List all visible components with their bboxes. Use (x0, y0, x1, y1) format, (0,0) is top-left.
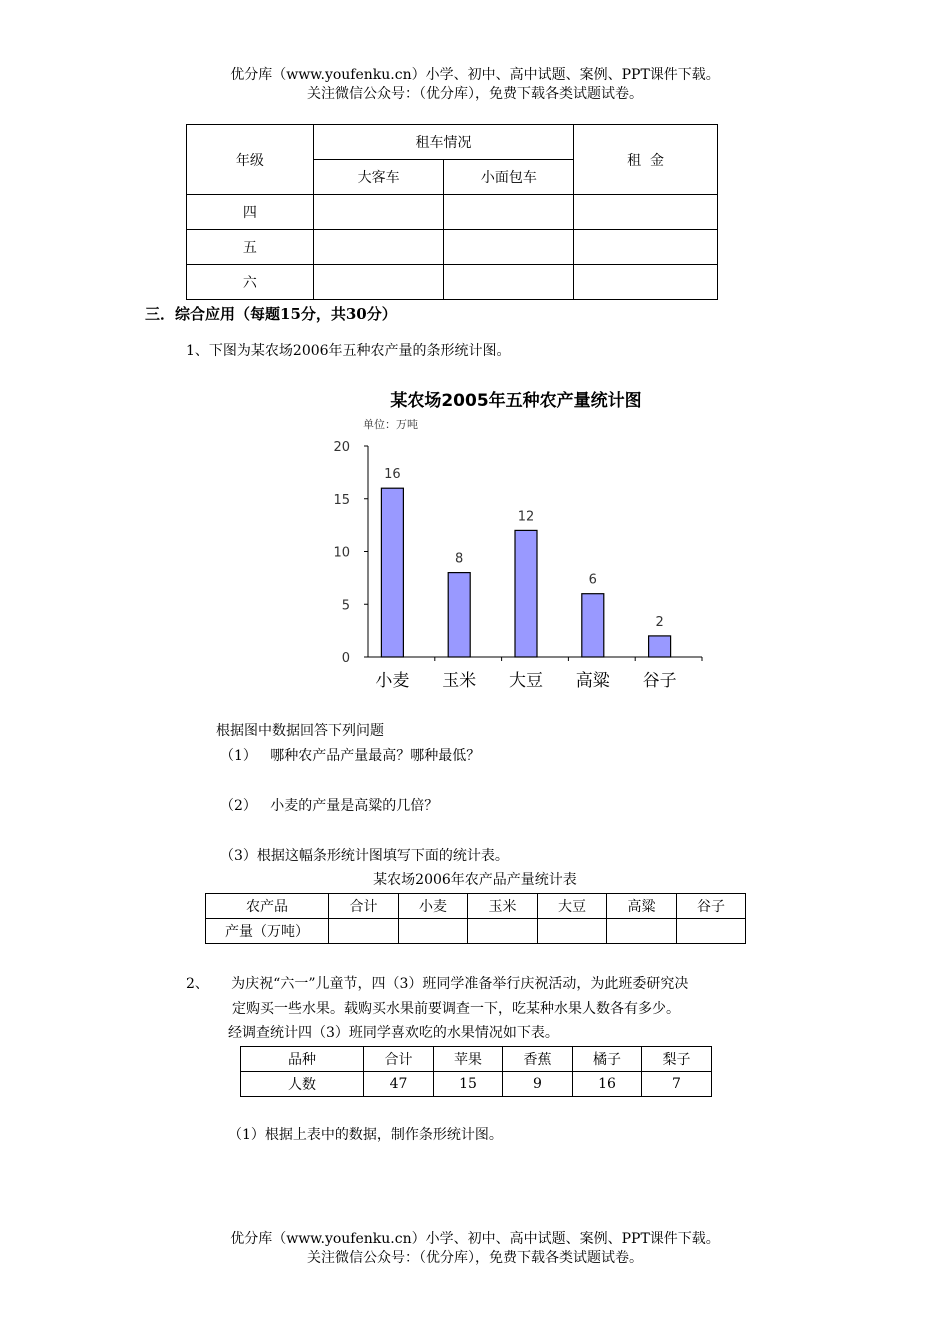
q1-intro: 1、下图为某农场2006年五种农产量的条形统计图。 (186, 343, 511, 359)
fee-header: 租 金 (574, 125, 718, 195)
rental-table (186, 124, 718, 300)
fruit-header: 品种 (241, 1047, 364, 1072)
blank-cell[interactable] (468, 919, 538, 944)
blank-cell[interactable] (574, 195, 718, 230)
x-category-label: 玉米 (442, 671, 477, 691)
bar (582, 594, 604, 657)
blank-cell[interactable] (329, 919, 399, 944)
blank-cell[interactable] (313, 195, 444, 230)
x-category-label: 大豆 (509, 671, 543, 691)
fruit-header: 橘子 (573, 1047, 642, 1072)
blank-cell[interactable] (444, 265, 574, 300)
bar (448, 573, 470, 657)
fruit-value: 47 (364, 1072, 434, 1097)
q1-part2: （2） 小麦的产量是高粱的几倍？ (220, 798, 439, 814)
blank-cell[interactable] (538, 919, 607, 944)
blank-cell[interactable] (313, 230, 444, 265)
y-tick-label: 5 (341, 598, 350, 614)
blank-cell[interactable] (677, 919, 746, 944)
section-title: 三．综合应用（每题15分，共30分） (145, 305, 397, 323)
produce-header: 谷子 (677, 894, 746, 919)
bar-value-label: 2 (655, 614, 664, 630)
bar (515, 530, 537, 657)
fruit-value: 15 (434, 1072, 503, 1097)
grade-row-4: 四 (187, 195, 314, 230)
produce-header: 农产品 (206, 894, 329, 919)
blank-cell[interactable] (574, 230, 718, 265)
header-line-1: 优分库（www.youfenku.cn）小学、初中、高中试题、案例、PPT课件下载。 (230, 67, 720, 83)
y-tick-label: 20 (333, 440, 350, 455)
fruit-table (240, 1046, 712, 1097)
x-category-label: 小麦 (375, 671, 410, 691)
q2-line-3: 经调查统计四（3）班同学喜欢吃的水果情况如下表。 (228, 1025, 559, 1041)
x-category-label: 谷子 (642, 671, 677, 691)
fruit-value: 7 (642, 1072, 712, 1097)
blank-cell[interactable] (399, 919, 468, 944)
grade-header: 年级 (187, 125, 314, 195)
bar-value-label: 12 (517, 509, 535, 525)
chart-unit: 单位：万吨 (363, 418, 418, 431)
q2-line-2: 定购买一些水果。载购买水果前要调查一下，吃某种水果人数各有多少。 (232, 1001, 680, 1017)
blank-cell[interactable] (444, 195, 574, 230)
x-category-label: 高粱 (575, 671, 610, 691)
produce-row-label: 产量（万吨） (206, 919, 329, 944)
produce-header: 高粱 (607, 894, 677, 919)
bar-value-label: 6 (588, 572, 597, 588)
bar-value-label: 16 (384, 467, 401, 483)
produce-header: 玉米 (468, 894, 538, 919)
q2-line-1: 2、 为庆祝“六一”儿童节，四（3）班同学准备举行庆祝活动，为此班委研究决 (186, 976, 689, 992)
fruit-value: 9 (503, 1072, 573, 1097)
bar (649, 636, 671, 657)
y-tick-label: 0 (341, 651, 350, 666)
grade-row-6: 六 (187, 265, 314, 300)
fruit-row-label: 人数 (241, 1072, 364, 1097)
y-tick-label: 15 (333, 492, 350, 508)
q1-part1: （1） 哪种农产品产量最高？哪种最低？ (220, 748, 481, 764)
blank-cell[interactable] (574, 265, 718, 300)
big-bus-header: 大客车 (313, 160, 444, 195)
bar-value-label: 8 (455, 551, 464, 567)
fruit-header: 合计 (364, 1047, 434, 1072)
produce-header: 小麦 (399, 894, 468, 919)
footer-line-1: 优分库（www.youfenku.cn）小学、初中、高中试题、案例、PPT课件下载。 (230, 1231, 720, 1247)
blank-cell[interactable] (607, 919, 677, 944)
rental-header: 租车情况 (313, 125, 573, 160)
fruit-header: 香蕉 (503, 1047, 573, 1072)
produce-header: 大豆 (538, 894, 607, 919)
footer-line-2: 关注微信公众号：（优分库），免费下载各类试题试卷。 (307, 1250, 643, 1266)
fruit-value: 16 (573, 1072, 642, 1097)
fruit-header: 梨子 (642, 1047, 712, 1072)
fruit-header: 苹果 (434, 1047, 503, 1072)
produce-table (205, 893, 746, 944)
y-tick-label: 10 (333, 545, 350, 561)
blank-cell[interactable] (313, 265, 444, 300)
minibus-header: 小面包车 (444, 160, 574, 195)
chart-title: 某农场2005年五种农产量统计图 (390, 391, 642, 411)
q1-prompt: 根据图中数据回答下列问题 (216, 723, 384, 739)
q2-part1: （1）根据上表中的数据，制作条形统计图。 (228, 1127, 503, 1143)
blank-cell[interactable] (444, 230, 574, 265)
header-line-2: 关注微信公众号：（优分库），免费下载各类试题试卷。 (307, 86, 643, 102)
grade-row-5: 五 (187, 230, 314, 265)
bar-chart (300, 380, 720, 700)
chart-plot (333, 440, 702, 691)
produce-table-title: 某农场2006年农产品产量统计表 (373, 872, 577, 888)
produce-header: 合计 (329, 894, 399, 919)
q1-part3: （3）根据这幅条形统计图填写下面的统计表。 (220, 848, 509, 864)
bar (381, 488, 403, 657)
